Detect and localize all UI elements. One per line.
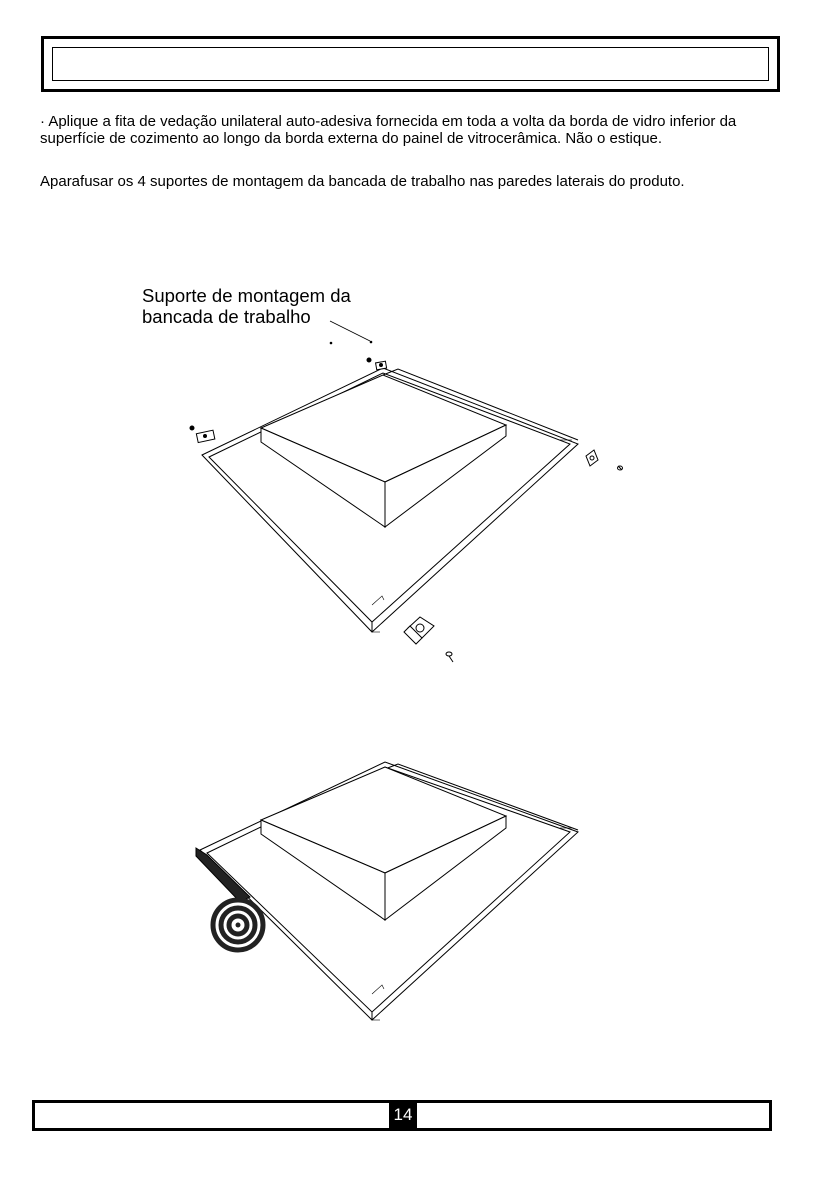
mounting-bracket-4 bbox=[404, 617, 453, 662]
instruction-tape: · Aplique a fita de vedação unilateral auto-adesiva fornecida em toda a volta da borda de vidro inferior da superfície de cozimento ao longo da borda externa do painel de vitrocerâmica. Não o estique. bbox=[40, 113, 737, 147]
hob-with-brackets-figure bbox=[190, 321, 623, 662]
bracket-callout-line2: bancada de trabalho bbox=[142, 306, 311, 327]
page-number: 14 bbox=[389, 1101, 417, 1129]
bracket-callout-label bbox=[142, 285, 351, 327]
mounting-bracket-2 bbox=[190, 426, 215, 443]
instruction-brackets: Aparafusar os 4 suportes de montagem da bancada de trabalho nas paredes laterais do produto. bbox=[40, 173, 685, 190]
mounting-bracket-3 bbox=[586, 450, 623, 470]
mounting-bracket-1 bbox=[367, 358, 387, 370]
bracket-callout-line1: Suporte de montagem da bbox=[142, 285, 351, 306]
hob-with-sealing-tape-figure bbox=[196, 762, 578, 1020]
